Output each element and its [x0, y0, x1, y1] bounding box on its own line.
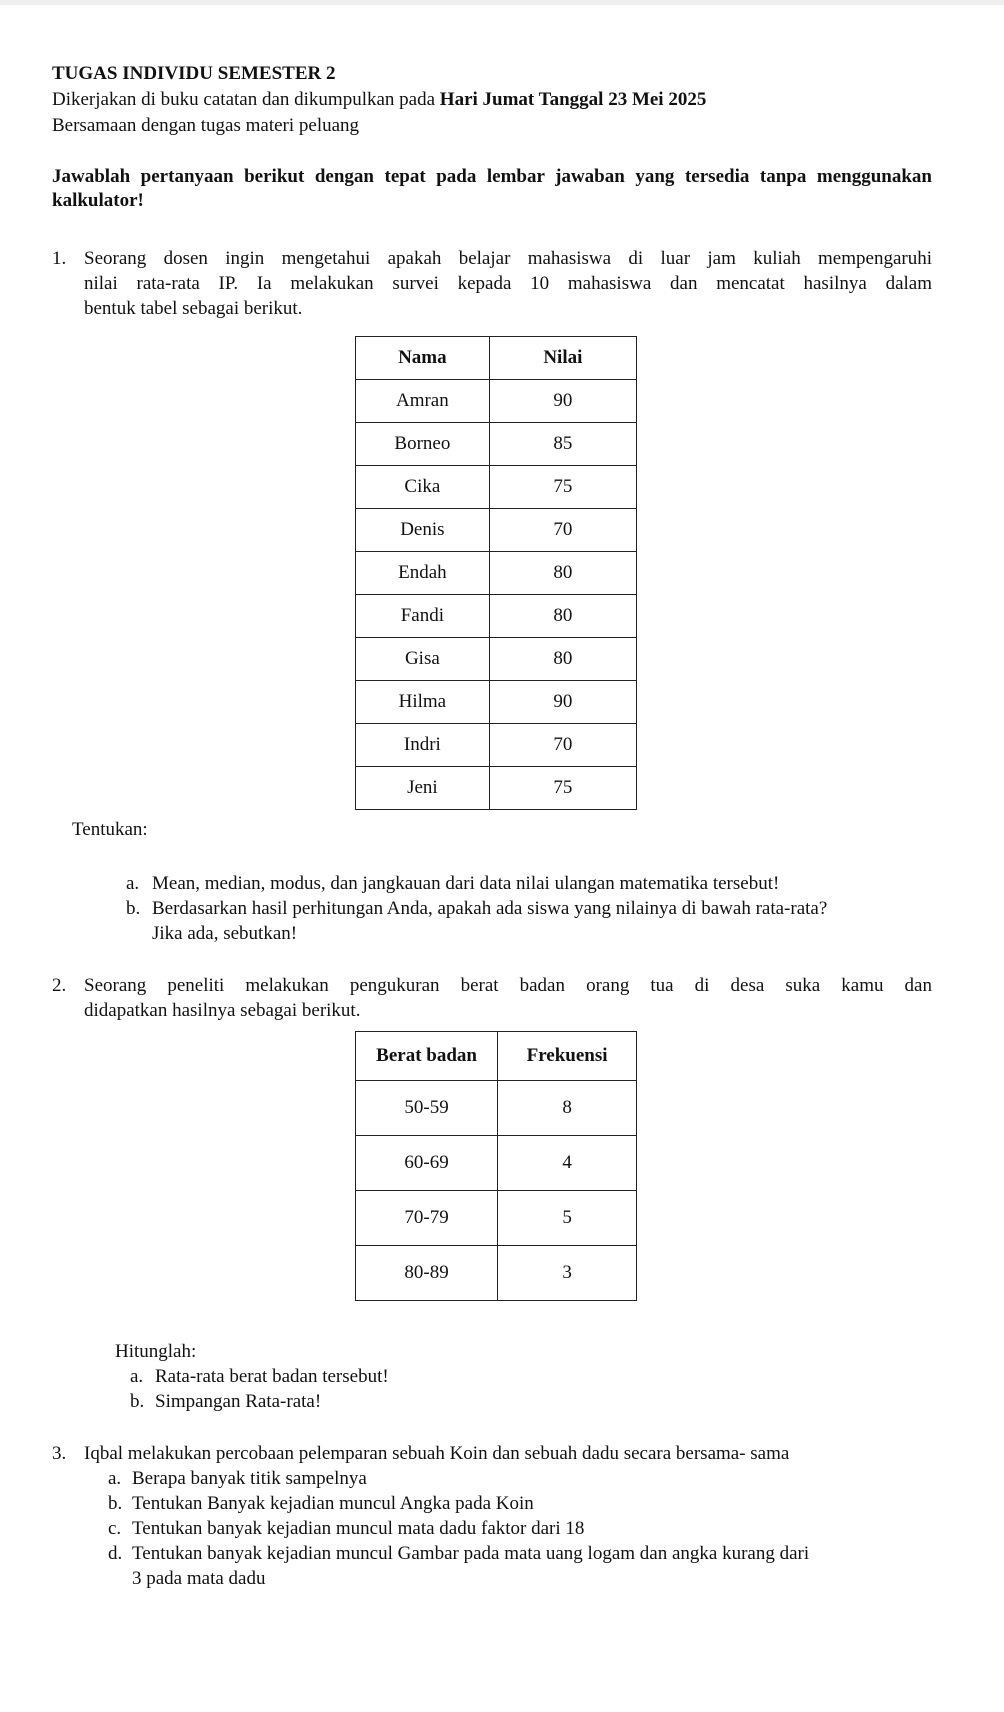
table-row — [356, 1191, 637, 1246]
item-label: b. — [108, 1493, 123, 1514]
item-text: Berdasarkan hasil perhitungan Anda, apakah ada siswa yang nilainya di bawah rata-rata? — [152, 898, 828, 919]
item-label: a. — [126, 873, 140, 894]
table-row — [356, 509, 637, 552]
weight-frequency-table — [355, 1031, 637, 1301]
item-text: Mean, median, modus, dan jangkauan dari data nilai ulangan matematika tersebut! — [152, 873, 780, 894]
table-row — [356, 638, 637, 681]
question-number: 2. — [52, 975, 67, 996]
instruction: Jawablah pertanyaan berikut dengan tepat pada lembar jawaban yang tersedia tanpa menggunakan kalkulator! — [52, 166, 932, 211]
table-cell: 80 — [489, 595, 636, 638]
submission-date: Hari Jumat Tanggal 23 Mei 2025 — [439, 89, 707, 110]
prompt-label: Hitunglah: — [115, 1341, 197, 1362]
table-cell: 75 — [489, 767, 636, 810]
item-label: b. — [130, 1391, 145, 1412]
question-number: 3. — [52, 1443, 67, 1464]
table-row — [356, 681, 637, 724]
table-cell: 85 — [489, 423, 636, 466]
table-row — [356, 724, 637, 767]
item-text: Berapa banyak titik sampelnya — [132, 1468, 367, 1489]
question-text-line: Seorang dosen ingin mengetahui apakah belajar mahasiswa di luar jam kuliah mempengaruhi — [84, 248, 932, 269]
prompt-label: Tentukan: — [72, 819, 148, 840]
subtitle-line: Bersamaan dengan tugas materi peluang — [52, 115, 360, 136]
table-header: Nama — [356, 337, 490, 380]
table-cell: Fandi — [356, 595, 490, 638]
table-cell: Borneo — [356, 423, 490, 466]
table-cell: Amran — [356, 380, 490, 423]
table-cell: 70-79 — [356, 1191, 498, 1246]
item-text: Tentukan Banyak kejadian muncul Angka pada Koin — [132, 1493, 534, 1514]
item-label: c. — [108, 1518, 122, 1539]
table-cell: 90 — [489, 380, 636, 423]
table-cell: Gisa — [356, 638, 490, 681]
question-text-line: Seorang peneliti melakukan pengukuran berat badan orang tua di desa suka kamu dan — [84, 975, 932, 996]
table-cell: Hilma — [356, 681, 490, 724]
table-cell: 80-89 — [356, 1246, 498, 1301]
submission-line — [52, 88, 706, 112]
item-text: Jika ada, sebutkan! — [152, 923, 298, 944]
item-label: a. — [108, 1468, 122, 1489]
table-row — [356, 1136, 637, 1191]
table-row — [356, 466, 637, 509]
item-text: Simpangan Rata-rata! — [155, 1391, 322, 1412]
table-cell: 4 — [498, 1136, 637, 1191]
top-strip — [0, 0, 1004, 5]
item-text: Tentukan banyak kejadian muncul Gambar pada mata uang logam dan angka kurang dari — [132, 1543, 810, 1564]
table-header: Frekuensi — [498, 1032, 637, 1081]
table-header: Nilai — [489, 337, 636, 380]
table-header-row — [356, 337, 637, 380]
item-label: d. — [108, 1543, 123, 1564]
table-cell: Denis — [356, 509, 490, 552]
table-cell: 50-59 — [356, 1081, 498, 1136]
question-text-line: didapatkan hasilnya sebagai berikut. — [84, 1000, 361, 1021]
table-row — [356, 1246, 637, 1301]
question-text-line: Iqbal melakukan percobaan pelemparan sebuah Koin dan sebuah dadu secara bersama- sama — [84, 1443, 790, 1464]
item-label: a. — [130, 1366, 144, 1387]
table-cell: Jeni — [356, 767, 490, 810]
table-cell: 70 — [489, 509, 636, 552]
table-row — [356, 1081, 637, 1136]
table-row — [356, 423, 637, 466]
table-cell: 70 — [489, 724, 636, 767]
table-cell: 5 — [498, 1191, 637, 1246]
table-cell: 80 — [489, 552, 636, 595]
table-row — [356, 552, 637, 595]
item-text: 3 pada mata dadu — [132, 1568, 266, 1589]
item-text: Rata-rata berat badan tersebut! — [155, 1366, 389, 1387]
table-cell: 8 — [498, 1081, 637, 1136]
submission-text: Dikerjakan di buku catatan dan dikumpulkan pada — [52, 89, 440, 110]
table-row — [356, 767, 637, 810]
question-number: 1. — [52, 248, 67, 269]
item-text: Tentukan banyak kejadian muncul mata dadu faktor dari 18 — [132, 1518, 585, 1539]
table-cell: Cika — [356, 466, 490, 509]
table-row — [356, 595, 637, 638]
table-cell: 3 — [498, 1246, 637, 1301]
table-header: Berat badan — [356, 1032, 498, 1081]
table-row — [356, 380, 637, 423]
table-cell: Endah — [356, 552, 490, 595]
table-cell: Indri — [356, 724, 490, 767]
item-label: b. — [126, 898, 141, 919]
document-title: TUGAS INDIVIDU SEMESTER 2 — [52, 63, 336, 84]
table-cell: 60-69 — [356, 1136, 498, 1191]
score-table — [355, 336, 637, 810]
table-cell: 90 — [489, 681, 636, 724]
table-header-row — [356, 1032, 637, 1081]
table-cell: 80 — [489, 638, 636, 681]
table-cell: 75 — [489, 466, 636, 509]
question-text-line: bentuk tabel sebagai berikut. — [84, 298, 303, 319]
question-text-line: nilai rata-rata IP. Ia melakukan survei kepada 10 mahasiswa dan mencatat hasilnya dalam — [84, 273, 932, 294]
